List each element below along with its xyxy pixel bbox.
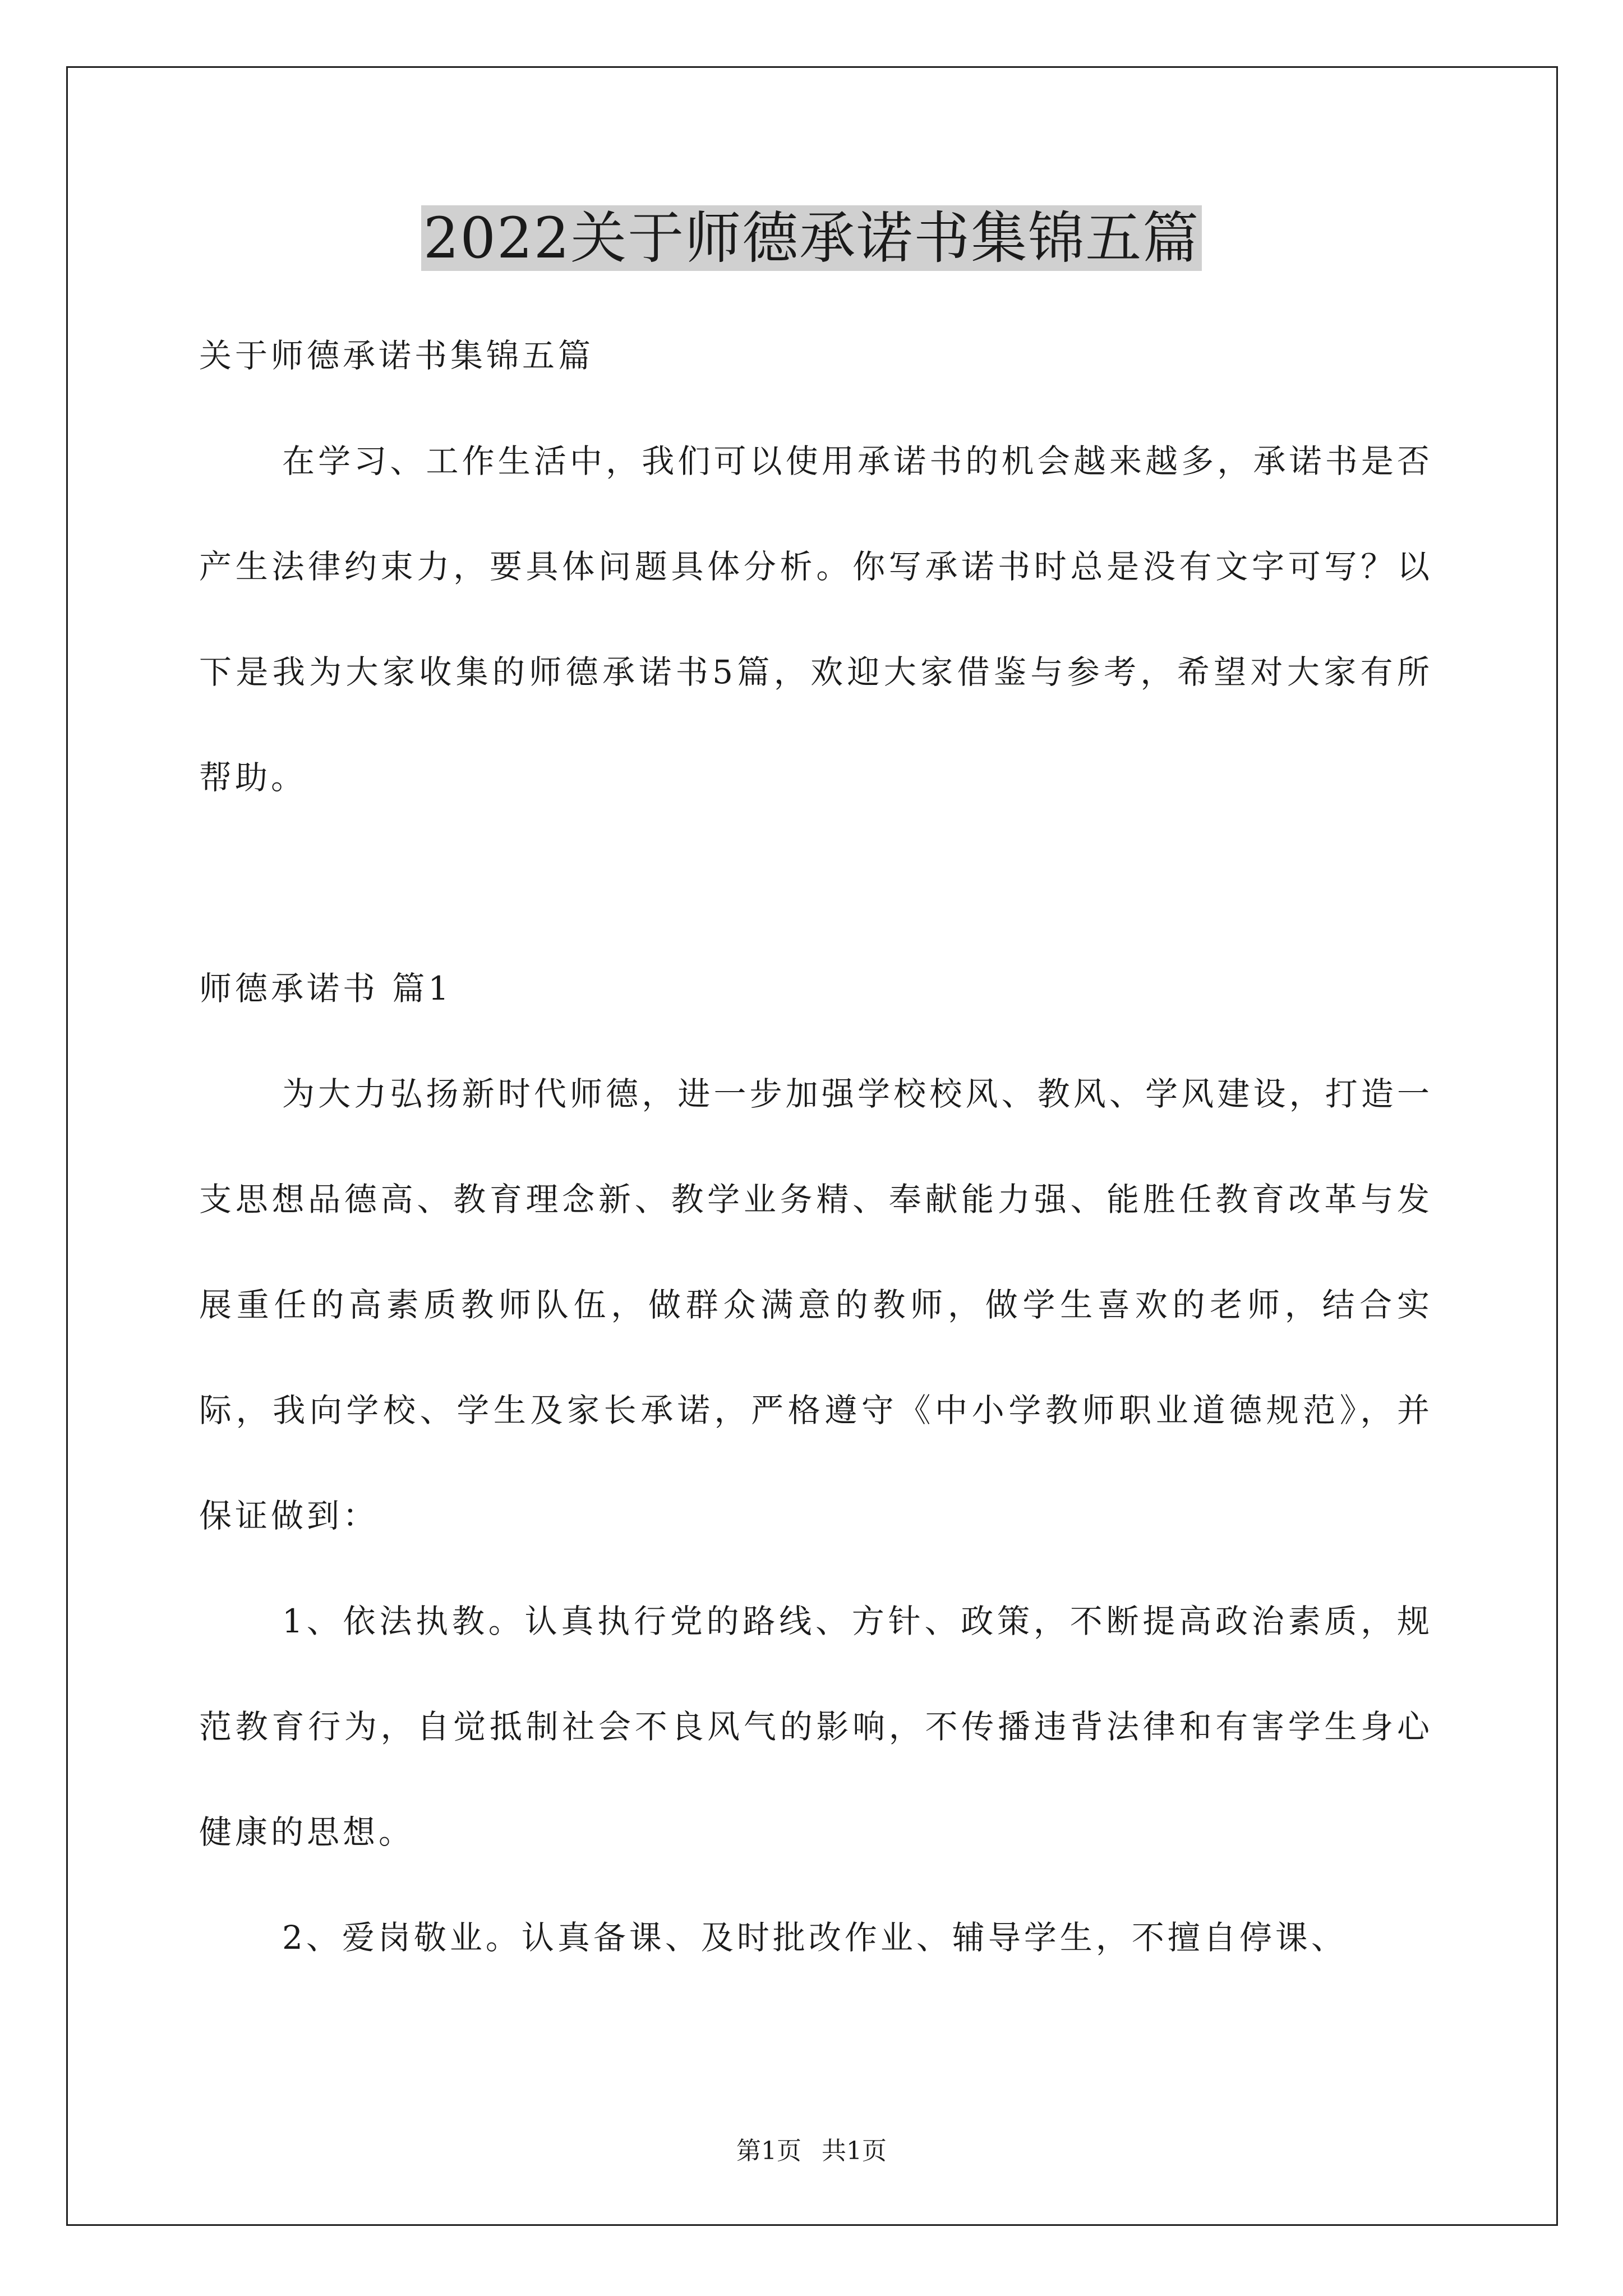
body-paragraph: 为大力弘扬新时代师德，进一步加强学校校风、教风、学风建设，打造一支思想品德高、教育理念新、教学业务精、奉献能力强、能胜任教育改革与发展重任的高素质教师队伍，做群众满意的教师，做学生喜欢的老师，结合实际，我向学校、学生及家长承诺，严格遵守《中小学教师职业道德规范》，并保证做到： xyxy=(199,1075,1433,1535)
page-number-total: 共1页 xyxy=(822,2137,887,2165)
section-heading: 师德承诺书 篇1 xyxy=(199,969,453,1007)
document-title-text: 2022关于师德承诺书集锦五篇 xyxy=(421,205,1202,271)
document-title xyxy=(0,199,1623,278)
document-body xyxy=(199,303,1433,1990)
page-number-current: 第1页 xyxy=(736,2137,801,2165)
list-item: 2、爱岗敬业。认真备课、及时批改作业、辅导学生，不擅自停课、 xyxy=(282,1918,1347,1957)
intro-paragraph: 在学习、工作生活中，我们可以使用承诺书的机会越来越多，承诺书是否产生法律约束力，要具体问题具体分析。你写承诺书时总是没有文字可写？以下是我为大家收集的师德承诺书5篇，欢迎大家借鉴与参考，希望对大家有所帮助。 xyxy=(199,442,1433,797)
list-item: 1、依法执教。认真执行党的路线、方针、政策，不断提高政治素质，规范教育行为，自觉抵制社会不良风气的影响，不传播违背法律和有害学生身心健康的思想。 xyxy=(199,1602,1433,1851)
document-subtitle: 关于师德承诺书集锦五篇 xyxy=(199,337,594,375)
page-footer xyxy=(0,2134,1623,2168)
